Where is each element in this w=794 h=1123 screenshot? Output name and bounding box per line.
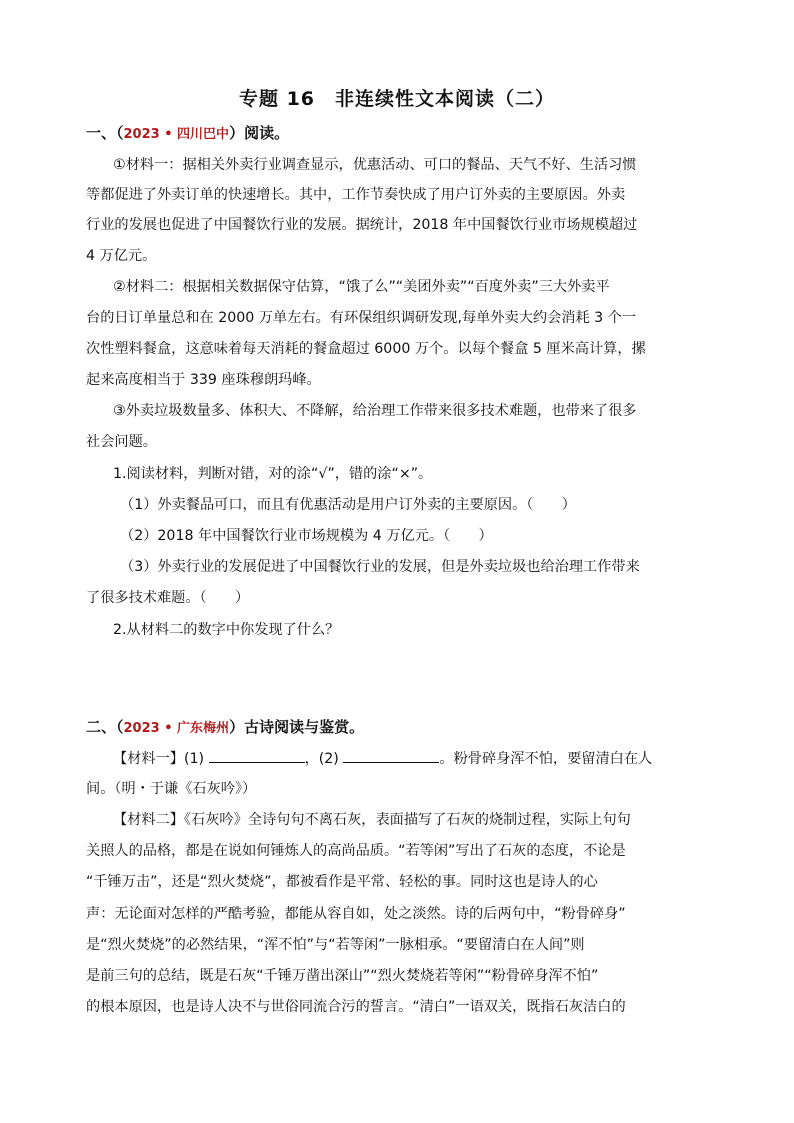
paragraph-line: “千锤万击”，还是“烈火焚烧”，都被看作是平常、轻松的事。同时这也是诗人的心 [86, 874, 598, 890]
material-1-line [113, 748, 743, 769]
question-1-item-3: （3）外卖行业的发展促进了中国餐饮行业的发展，但是外卖垃圾也给治理工作带来 [120, 559, 640, 575]
paragraph-line: 起来高度相当于 339 座珠穆朗玛峰。 [86, 372, 321, 388]
material-1-text: 。粉骨碎身浑不怕，要留清白在人 [439, 751, 653, 767]
paragraph-line: ③外卖垃圾数量多、体积大、不降解，给治理工作带来很多技术难题，也带来了很多 [113, 403, 637, 419]
question-1-item-2: （2）2018 年中国餐饮行业市场规模为 4 万亿元。（ ） [120, 528, 493, 544]
paragraph-line: 是前三句的总结，既是石灰“千锤万凿出深山”“烈火焚烧若等闲”“粉骨碎身浑不怕” [86, 968, 599, 984]
material-1-label: 【材料一】(1) [113, 751, 205, 767]
question-1: 1.阅读材料，判断对错，对的涂“√”，错的涂“×”。 [113, 466, 433, 482]
page-title: 专题 16 非连续性文本阅读（二） [238, 88, 556, 110]
question-1-item-3-cont: 了很多技术难题。（ ） [86, 590, 250, 606]
section-2-number: 二、（ [86, 718, 124, 736]
section-1-number: 一、（ [86, 124, 124, 142]
paragraph-line: 声：无论面对怎样的严酷考验，都能从容自如，处之淡然。诗的后两句中，“粉骨碎身” [86, 906, 626, 922]
paragraph-line: ②材料二：根据相关数据保守估算，“饿了么”“美团外卖”“百度外卖”三大外卖平 [113, 279, 610, 295]
material-1-separator: ，(2) [304, 751, 339, 767]
paragraph-line: 台的日订单量总和在 2000 万单左右。有环保组织调研发现,每单外卖大约会消耗 3 个一 [86, 310, 637, 326]
paragraph-line: 关照人的品格，都是在说如何锤炼人的高尚品质。“若等闲”写出了石灰的态度，不论是 [86, 843, 626, 859]
section-2-heading [86, 716, 364, 737]
section-2-source: 2023 • 广东梅州 [123, 721, 230, 736]
paragraph-line: 社会问题。 [86, 434, 157, 450]
fill-blank-1[interactable] [209, 748, 305, 763]
section-1-source: 2023 • 四川巴中 [123, 127, 230, 142]
fill-blank-2[interactable] [343, 748, 439, 763]
section-1-instruction: ）阅读。 [229, 124, 290, 142]
paragraph-line: 行业的发展也促进了中国餐饮行业的发展。据统计，2018 年中国餐饮行业市场规模超过 [86, 217, 638, 233]
section-2-instruction: ）古诗阅读与鉴赏。 [229, 718, 365, 736]
question-2: 2.从材料二的数字中你发现了什么？ [113, 622, 340, 638]
paragraph-line: 【材料二】《石灰吟》全诗句句不离石灰，表面描写了石灰的烧制过程，实际上句句 [113, 812, 631, 828]
paragraph-line: 4 万亿元。 [86, 248, 157, 264]
paragraph-line: 是“烈火焚烧”的必然结果，“浑不怕”与“若等闲”一脉相承。“要留清白在人间”则 [86, 937, 585, 953]
paragraph-line: ①材料一：据相关外卖行业调查显示，优惠活动、可口的餐品、天气不好、生活习惯 [113, 157, 637, 173]
material-1-line-2: 间。（明・于谦《石灰吟》） [86, 781, 257, 797]
paragraph-line: 次性塑料餐盒，这意味着每天消耗的餐盒超过 6000 万个。以每个餐盒 5 厘米高计算，摞 [86, 341, 646, 357]
paragraph-line: 的根本原因，也是诗人决不与世俗同流合污的誓言。“清白”一语双关，既指石灰洁白的 [86, 999, 626, 1015]
paragraph-line: 等都促进了外卖订单的快速增长。其中，工作节奏快成了用户订外卖的主要原因。外卖 [86, 187, 626, 203]
section-1-heading [86, 122, 289, 143]
question-1-item-1: （1）外卖餐品可口，而且有优惠活动是用户订外卖的主要原因。（ ） [120, 497, 576, 513]
